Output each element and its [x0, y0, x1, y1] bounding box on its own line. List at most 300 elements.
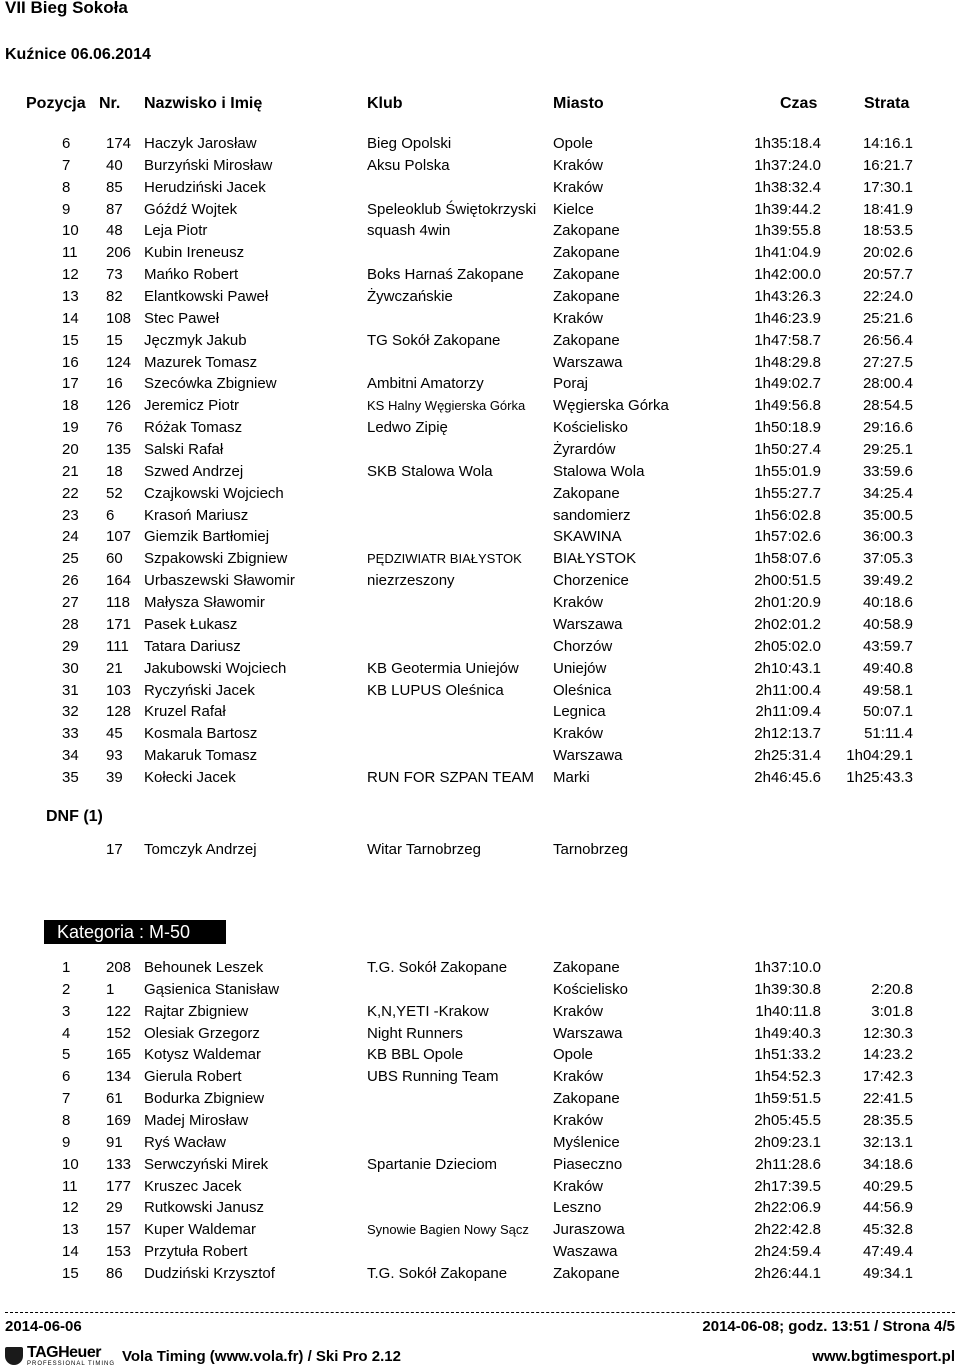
- name-cell: Gąsienica Stanisław: [144, 980, 280, 998]
- column-header-name: Nazwisko i Imię: [144, 95, 263, 112]
- table-row: [0, 352, 960, 374]
- city-cell: Juraszowa: [553, 1221, 625, 1239]
- number-cell: 39: [106, 768, 123, 786]
- gap-cell: 32:13.1: [862, 1133, 913, 1151]
- city-cell: Waszawa: [553, 1243, 618, 1261]
- time-cell: 1h50:27.4: [754, 441, 821, 459]
- table-row: [0, 133, 960, 155]
- table-row: [0, 242, 960, 264]
- table-row: [0, 483, 960, 505]
- time-cell: 1h49:40.3: [754, 1024, 821, 1042]
- position-cell: 14: [62, 309, 79, 327]
- city-cell: Kraków: [553, 178, 604, 196]
- name-cell: Urbaszewski Sławomir: [144, 572, 295, 590]
- time-cell: 1h40:11.8: [755, 1002, 821, 1020]
- city-cell: Piaseczno: [553, 1155, 623, 1173]
- time-cell: 1h35:18.4: [754, 135, 821, 152]
- number-cell: 60: [106, 550, 123, 568]
- table-row: [0, 177, 960, 199]
- number-cell: 45: [106, 725, 123, 743]
- name-cell: Makaruk Tomasz: [144, 747, 258, 765]
- city-cell: Zakopane: [553, 1090, 620, 1108]
- city-cell: Legnica: [553, 703, 606, 721]
- shield-icon: [5, 1347, 23, 1365]
- table-row: [0, 461, 960, 483]
- name-cell: Kuper Waldemar: [144, 1221, 256, 1239]
- club-cell: K,N,YETI -Krakow: [367, 1002, 489, 1020]
- time-cell: 2h05:02.0: [754, 637, 821, 655]
- position-cell: 14: [62, 1243, 79, 1261]
- city-cell: Zakopane: [553, 484, 620, 502]
- name-cell: Kruzel Rafał: [144, 703, 226, 721]
- number-cell: 76: [106, 419, 123, 437]
- city-cell: Opole: [553, 1046, 594, 1064]
- logo-text: TAGHeuer: [27, 1344, 101, 1361]
- city-cell: Kraków: [553, 1068, 604, 1086]
- gap-cell: 1h04:29.1: [846, 747, 913, 765]
- gap-cell: 28:54.5: [862, 397, 913, 415]
- city-cell: Kraków: [553, 1177, 604, 1195]
- table-row: [0, 1023, 960, 1045]
- time-cell: 1h48:29.8: [754, 353, 821, 371]
- position-cell: 30: [62, 659, 79, 677]
- club-cell: Aksu Polska: [367, 156, 450, 174]
- gap-cell: 44:56.9: [862, 1199, 913, 1217]
- city-cell: Myślenice: [553, 1133, 620, 1151]
- name-cell: Mazurek Tomasz: [144, 353, 258, 371]
- name-cell: Haczyk Jarosław: [144, 135, 257, 152]
- gap-cell: 25:21.6: [862, 309, 913, 327]
- time-cell: 1h49:56.8: [754, 397, 821, 415]
- club-cell: Speleoklub Świętokrzyski: [367, 200, 537, 218]
- name-cell: Tomczyk Andrzej: [144, 841, 257, 858]
- position-cell: 2: [62, 980, 71, 998]
- table-row: [0, 1176, 960, 1198]
- gap-cell: 28:35.5: [862, 1112, 913, 1130]
- number-cell: 135: [106, 441, 132, 459]
- position-cell: 18: [62, 397, 79, 415]
- club-cell: TG Sokół Zakopane: [367, 331, 501, 349]
- city-cell: Opole: [553, 135, 594, 152]
- club-cell: Bieg Opolski: [367, 135, 452, 152]
- time-cell: 1h39:55.8: [754, 222, 821, 240]
- table-row: [0, 264, 960, 286]
- position-cell: 22: [62, 484, 79, 502]
- number-cell: 152: [106, 1024, 132, 1042]
- number-cell: 16: [106, 375, 123, 393]
- position-cell: 4: [62, 1024, 71, 1042]
- club-cell: Synowie Bagien Nowy Sącz: [367, 1222, 529, 1238]
- position-cell: 31: [62, 681, 79, 699]
- name-cell: Szecówka Zbigniew: [144, 375, 277, 393]
- number-cell: 108: [106, 309, 132, 327]
- time-cell: 2h25:31.4: [754, 747, 821, 765]
- city-cell: Kielce: [553, 200, 594, 218]
- city-cell: Kraków: [553, 1112, 604, 1130]
- city-cell: Zakopane: [553, 244, 620, 262]
- name-cell: Krasoń Mariusz: [144, 506, 249, 524]
- city-cell: Węgierska Górka: [553, 397, 669, 415]
- number-cell: 174: [106, 135, 132, 152]
- number-cell: 122: [106, 1002, 132, 1020]
- position-cell: 21: [62, 462, 79, 480]
- club-cell: Witar Tarnobrzeg: [367, 841, 481, 858]
- position-cell: 9: [62, 200, 71, 218]
- table-row: [0, 745, 960, 767]
- table-row: [0, 395, 960, 417]
- name-cell: Stec Paweł: [144, 309, 220, 327]
- column-header-position: Pozycja: [26, 95, 86, 112]
- city-cell: Leszno: [553, 1199, 602, 1217]
- number-cell: 15: [106, 331, 123, 349]
- table-row: [0, 680, 960, 702]
- number-cell: 29: [106, 1199, 123, 1217]
- city-cell: Zakopane: [553, 331, 620, 349]
- gap-cell: 18:53.5: [862, 222, 913, 240]
- name-cell: Kruszec Jacek: [144, 1177, 242, 1195]
- name-cell: Salski Rafał: [144, 441, 224, 459]
- club-cell: Ambitni Amatorzy: [367, 375, 484, 393]
- position-cell: 12: [62, 1199, 79, 1217]
- name-cell: Czajkowski Wojciech: [144, 484, 284, 502]
- position-cell: 29: [62, 637, 79, 655]
- number-cell: 1: [106, 980, 115, 998]
- footer-page-info: 2014-06-08; godz. 13:51 / Strona 4/5: [702, 1318, 955, 1335]
- gap-cell: 36:00.3: [862, 528, 913, 546]
- position-cell: 8: [62, 178, 71, 196]
- time-cell: 1h47:58.7: [754, 331, 821, 349]
- column-header-club: Klub: [367, 95, 403, 112]
- category-banner: Kategoria : M-50: [44, 920, 226, 944]
- time-cell: 2h00:51.5: [754, 572, 821, 590]
- gap-cell: 37:05.3: [862, 550, 913, 568]
- gap-cell: 28:00.4: [862, 375, 913, 393]
- name-cell: Różak Tomasz: [144, 419, 243, 437]
- number-cell: 206: [106, 244, 132, 262]
- table-row: [0, 614, 960, 636]
- time-cell: 2h22:42.8: [754, 1221, 821, 1239]
- gap-cell: 1h25:43.3: [846, 768, 913, 786]
- number-cell: 103: [106, 681, 132, 699]
- name-cell: Giemzik Bartłomiej: [144, 528, 270, 546]
- number-cell: 157: [106, 1221, 132, 1239]
- table-row: [0, 548, 960, 570]
- position-cell: 7: [62, 156, 71, 174]
- position-cell: 5: [62, 1046, 71, 1064]
- name-cell: Behounek Leszek: [144, 959, 264, 976]
- city-cell: Zakopane: [553, 288, 620, 306]
- time-cell: 2h26:44.1: [754, 1265, 821, 1283]
- name-cell: Kubin Ireneusz: [144, 244, 245, 262]
- position-cell: 23: [62, 506, 79, 524]
- club-cell: squash 4win: [367, 222, 451, 240]
- position-cell: 11: [62, 1177, 78, 1195]
- position-cell: 12: [62, 266, 79, 284]
- time-cell: 2h11:09.4: [755, 703, 821, 721]
- name-cell: Góźdź Wojtek: [144, 200, 238, 218]
- table-row: [0, 723, 960, 745]
- gap-cell: 20:02.6: [862, 244, 913, 262]
- name-cell: Madej Mirosław: [144, 1112, 249, 1130]
- gap-cell: 34:18.6: [862, 1155, 913, 1173]
- number-cell: 208: [106, 959, 132, 976]
- time-cell: 1h41:04.9: [754, 244, 821, 262]
- club-cell: T.G. Sokół Zakopane: [367, 1265, 508, 1283]
- city-cell: Zakopane: [553, 1265, 620, 1283]
- gap-cell: 47:49.4: [862, 1243, 913, 1261]
- position-cell: 19: [62, 419, 79, 437]
- table-row: [0, 570, 960, 592]
- position-cell: 25: [62, 550, 79, 568]
- time-cell: 1h55:01.9: [754, 462, 821, 480]
- number-cell: 171: [106, 615, 132, 633]
- gap-cell: 22:41.5: [862, 1090, 913, 1108]
- column-header-city: Miasto: [553, 95, 604, 112]
- dnf-title: DNF (1): [46, 808, 103, 825]
- name-cell: Elantkowski Paweł: [144, 288, 269, 306]
- gap-cell: 17:30.1: [862, 178, 913, 196]
- gap-cell: 16:21.7: [862, 156, 913, 174]
- position-cell: 7: [62, 1090, 71, 1108]
- gap-cell: 18:41.9: [862, 200, 913, 218]
- table-row: [0, 1001, 960, 1023]
- time-cell: 2h02:01.2: [754, 615, 821, 633]
- city-cell: Warszawa: [553, 1024, 623, 1042]
- name-cell: Herudziński Jacek: [144, 178, 266, 196]
- position-cell: 27: [62, 594, 79, 612]
- position-cell: 6: [62, 1068, 71, 1086]
- city-cell: Kościelisko: [553, 980, 629, 998]
- number-cell: 165: [106, 1046, 132, 1064]
- city-cell: BIAŁYSTOK: [553, 550, 637, 568]
- number-cell: 21: [106, 659, 123, 677]
- city-cell: Zakopane: [553, 222, 620, 240]
- time-cell: 2h17:39.5: [754, 1177, 821, 1195]
- gap-cell: 2:20.8: [871, 980, 913, 998]
- number-cell: 153: [106, 1243, 132, 1261]
- gap-cell: 17:42.3: [862, 1068, 913, 1086]
- time-cell: 1h51:33.2: [754, 1046, 821, 1064]
- time-cell: 1h54:52.3: [754, 1068, 821, 1086]
- number-cell: 86: [106, 1265, 123, 1283]
- club-cell: PĘDZIWIATR BIAŁYSTOK: [367, 551, 522, 567]
- table-row: [0, 957, 960, 979]
- table-row: [0, 286, 960, 308]
- number-cell: 164: [106, 572, 132, 590]
- time-cell: 1h42:00.0: [754, 266, 821, 284]
- name-cell: Dudziński Krzysztof: [144, 1265, 275, 1283]
- time-cell: 1h49:02.7: [754, 375, 821, 393]
- club-cell: KS Halny Węgierska Górka: [367, 398, 526, 414]
- time-cell: 1h46:23.9: [754, 309, 821, 327]
- name-cell: Kosmala Bartosz: [144, 725, 258, 743]
- gap-cell: 43:59.7: [862, 637, 913, 655]
- position-cell: 10: [62, 222, 79, 240]
- name-cell: Pasek Łukasz: [144, 615, 238, 633]
- city-cell: Żyrardów: [553, 441, 616, 459]
- gap-cell: 14:23.2: [862, 1046, 913, 1064]
- number-cell: 87: [106, 200, 123, 218]
- name-cell: Gierula Robert: [144, 1068, 242, 1086]
- gap-cell: 49:34.1: [862, 1265, 913, 1283]
- city-cell: Kraków: [553, 594, 604, 612]
- time-cell: 2h12:13.7: [754, 725, 821, 743]
- position-cell: 26: [62, 572, 79, 590]
- number-cell: 126: [106, 397, 132, 415]
- city-cell: sandomierz: [553, 506, 631, 524]
- club-cell: Boks Harnaś Zakopane: [367, 266, 524, 284]
- table-row: [0, 1132, 960, 1154]
- table-row: [0, 1110, 960, 1132]
- position-cell: 8: [62, 1112, 71, 1130]
- number-cell: 73: [106, 266, 123, 284]
- gap-cell: 34:25.4: [862, 484, 913, 502]
- name-cell: Przytuła Robert: [144, 1243, 248, 1261]
- footer-print-date: 2014-06-06: [5, 1318, 82, 1335]
- club-cell: KB LUPUS Oleśnica: [367, 681, 504, 699]
- column-header-gap: Strata: [864, 95, 910, 112]
- number-cell: 134: [106, 1068, 132, 1086]
- column-header-number: Nr.: [99, 95, 121, 112]
- gap-cell: 22:24.0: [862, 288, 913, 306]
- number-cell: 6: [106, 506, 115, 524]
- gap-cell: 29:25.1: [862, 441, 913, 459]
- table-row: [0, 839, 960, 861]
- time-cell: 2h10:43.1: [754, 659, 821, 677]
- number-cell: 124: [106, 353, 132, 371]
- club-cell: SKB Stalowa Wola: [367, 462, 493, 480]
- footer-divider: [5, 1312, 955, 1313]
- number-cell: 40: [106, 156, 123, 174]
- name-cell: Rajtar Zbigniew: [144, 1002, 249, 1020]
- club-cell: Żywczańskie: [367, 288, 453, 306]
- city-cell: Poraj: [553, 375, 589, 393]
- table-row: [0, 417, 960, 439]
- time-cell: 1h56:02.8: [754, 506, 821, 524]
- gap-cell: 20:57.7: [862, 266, 913, 284]
- gap-cell: 12:30.3: [862, 1024, 913, 1042]
- time-cell: 1h37:10.0: [754, 959, 821, 976]
- number-cell: 111: [106, 637, 129, 655]
- table-row: [0, 526, 960, 548]
- club-cell: UBS Running Team: [367, 1068, 499, 1086]
- gap-cell: 3:01.8: [871, 1002, 913, 1020]
- number-cell: 133: [106, 1155, 132, 1173]
- number-cell: 107: [106, 528, 132, 546]
- position-cell: 1: [62, 959, 71, 976]
- club-cell: Spartanie Dzieciom: [367, 1155, 498, 1173]
- time-cell: 1h39:44.2: [754, 200, 821, 218]
- gap-cell: 26:56.4: [862, 331, 913, 349]
- city-cell: Kraków: [553, 309, 604, 327]
- tagheuer-logo: [5, 1346, 115, 1366]
- position-cell: 32: [62, 703, 79, 721]
- table-row: [0, 1219, 960, 1241]
- gap-cell: 40:58.9: [862, 615, 913, 633]
- gap-cell: 40:18.6: [862, 594, 913, 612]
- table-row: [0, 308, 960, 330]
- city-cell: Warszawa: [553, 353, 623, 371]
- column-header-time: Czas: [780, 95, 818, 112]
- table-row: [0, 373, 960, 395]
- page-title: VII Bieg Sokoła: [5, 0, 128, 17]
- club-cell: Night Runners: [367, 1024, 463, 1042]
- gap-cell: 49:58.1: [862, 681, 913, 699]
- gap-cell: 35:00.5: [862, 506, 913, 524]
- gap-cell: 33:59.6: [862, 462, 913, 480]
- table-row: [0, 439, 960, 461]
- city-cell: Stalowa Wola: [553, 462, 645, 480]
- name-cell: Szpakowski Zbigniew: [144, 550, 288, 568]
- name-cell: Leja Piotr: [144, 222, 208, 240]
- number-cell: 52: [106, 484, 123, 502]
- table-row: [0, 1263, 960, 1285]
- name-cell: Tatara Dariusz: [144, 637, 241, 655]
- time-cell: 2h46:45.6: [754, 768, 821, 786]
- name-cell: Rutkowski Janusz: [144, 1199, 265, 1217]
- city-cell: Chorzenice: [553, 572, 629, 590]
- footer-credit: Vola Timing (www.vola.fr) / Ski Pro 2.12: [122, 1348, 401, 1365]
- city-cell: Tarnobrzeg: [553, 841, 629, 858]
- table-row: [0, 767, 960, 789]
- position-cell: 17: [62, 375, 79, 393]
- position-cell: 15: [62, 331, 79, 349]
- city-cell: Kraków: [553, 1002, 604, 1020]
- table-row: [0, 1154, 960, 1176]
- gap-cell: 27:27.5: [862, 353, 913, 371]
- name-cell: Jeremicz Piotr: [144, 397, 240, 415]
- table-row: [0, 1241, 960, 1263]
- number-cell: 177: [106, 1177, 132, 1195]
- city-cell: Oleśnica: [553, 681, 612, 699]
- name-cell: Ryczyński Jacek: [144, 681, 255, 699]
- gap-cell: 45:32.8: [862, 1221, 913, 1239]
- name-cell: Małysza Sławomir: [144, 594, 265, 612]
- position-cell: 10: [62, 1155, 79, 1173]
- city-cell: Warszawa: [553, 747, 623, 765]
- table-row: [0, 1066, 960, 1088]
- number-cell: 48: [106, 222, 123, 240]
- club-cell: T.G. Sokół Zakopane: [367, 959, 508, 976]
- city-cell: Kraków: [553, 156, 604, 174]
- number-cell: 18: [106, 462, 123, 480]
- name-cell: Burzyński Mirosław: [144, 156, 273, 174]
- club-cell: KB BBL Opole: [367, 1046, 464, 1064]
- table-row: [0, 1197, 960, 1219]
- number-cell: 17: [106, 841, 123, 858]
- table-row: [0, 330, 960, 352]
- position-cell: 28: [62, 615, 79, 633]
- table-row: [0, 1088, 960, 1110]
- gap-cell: 50:07.1: [862, 703, 913, 721]
- city-cell: Chorzów: [553, 637, 613, 655]
- club-cell: KB Geotermia Uniejów: [367, 659, 519, 677]
- number-cell: 169: [106, 1112, 132, 1130]
- table-row: [0, 592, 960, 614]
- name-cell: Jakubowski Wojciech: [144, 659, 287, 677]
- position-cell: 35: [62, 768, 79, 786]
- time-cell: 1h43:26.3: [754, 288, 821, 306]
- logo-subtext: PROFESSIONAL TIMING: [27, 1361, 116, 1367]
- name-cell: Jęczmyk Jakub: [144, 331, 247, 349]
- time-cell: 1h50:18.9: [754, 419, 821, 437]
- time-cell: 1h37:24.0: [754, 156, 821, 174]
- gap-cell: 40:29.5: [862, 1177, 913, 1195]
- club-cell: Ledwo Zipię: [367, 419, 448, 437]
- gap-cell: 14:16.1: [862, 135, 913, 152]
- city-cell: Zakopane: [553, 959, 620, 976]
- position-cell: 9: [62, 1133, 71, 1151]
